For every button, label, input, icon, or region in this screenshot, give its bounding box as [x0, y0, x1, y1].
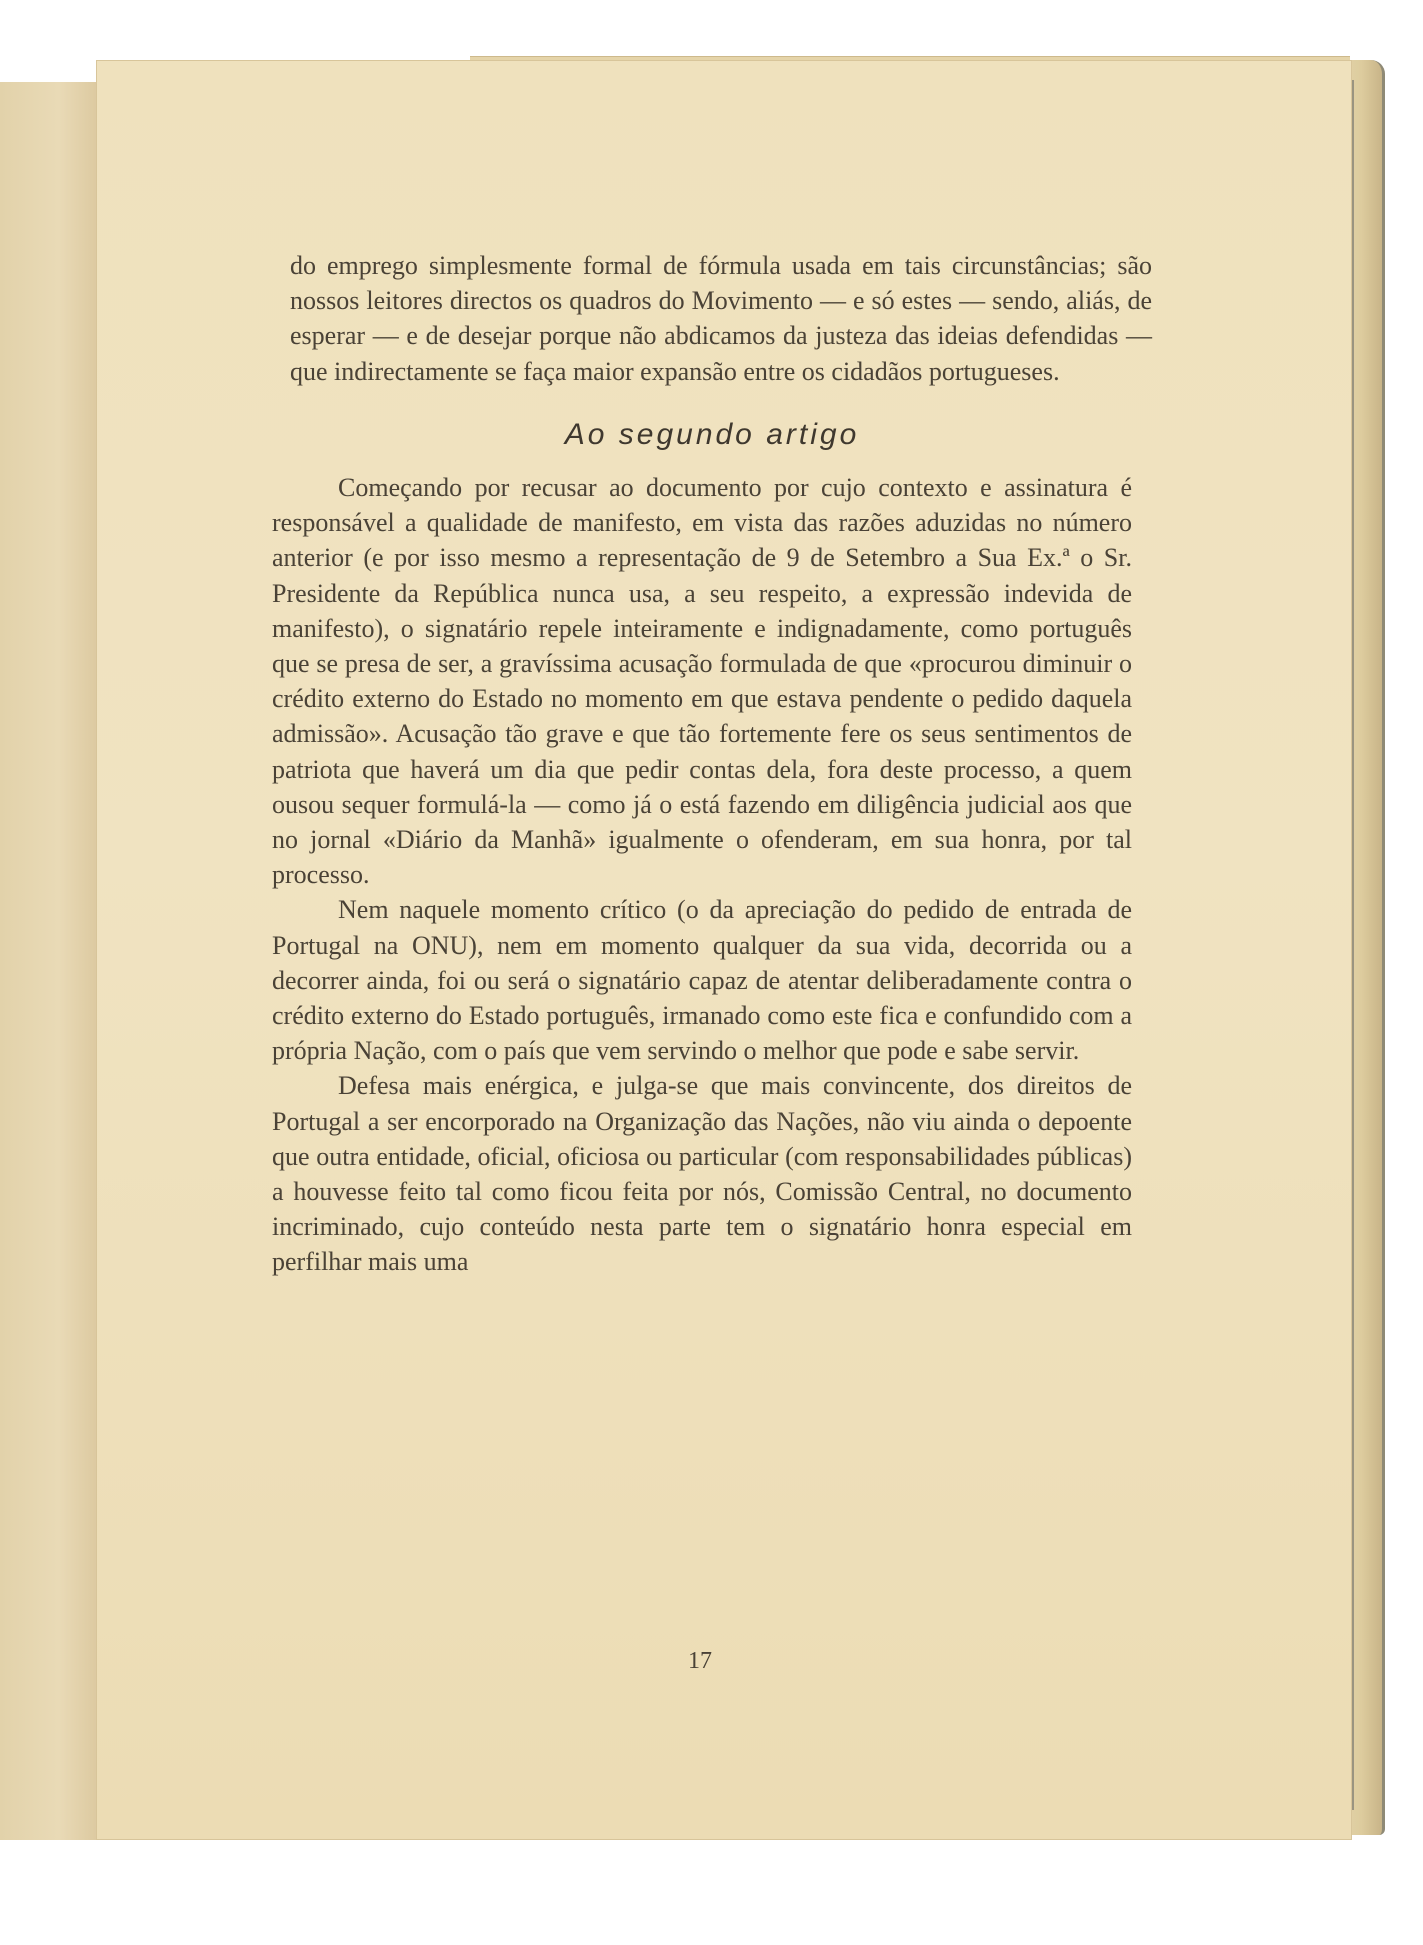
section-heading: Ao segundo artigo [564, 417, 860, 451]
intro-paragraph: do emprego simplesmente formal de fórmula usada em tais circunstâncias; são nossos leitores directos os quadros do Movimento — e só estes — sendo, aliás, de esperar — e de desejar porque não abdicamos da justeza das ideias defendidas — que indirectamente se faça maior expansão entre os cidadãos portugueses. [290, 251, 1152, 386]
page-stack-line [1352, 80, 1354, 1810]
page-number: 17 [688, 1648, 712, 1674]
page-text [272, 248, 1152, 1280]
paragraph: Defesa mais enérgica, e julga-se que mais convincente, dos direitos de Portugal a ser encorporado na Organização das Nações, não viu ainda o depoente que outra entidade, oficial, oficiosa ou particular (com responsabilidades públicas) a houvesse feito tal como ficou feita por nós, Comissão Central, no documento incriminado, cujo conteúdo nesta parte tem o signatário honra especial em perfilhar mais uma [272, 1071, 1132, 1277]
paragraph: Nem naquele momento crítico (o da apreciação do pedido de entrada de Portugal na ONU), nem em momento qualquer da sua vida, decorrida ou a decorrer ainda, foi ou será o signatário capaz de atentar deliberadamente contra o crédito externo do Estado português, irmanado como este fica e confundido com a própria Nação, com o país que vem servindo o melhor que pode e sabe servir. [272, 895, 1132, 1066]
previous-page-edge [0, 82, 100, 1840]
paragraph: Começando por recusar ao documento por cujo contexto e assinatura é responsável a qualidade de manifesto, em vista das razões aduzidas no número anterior (e por isso mesmo a representação de 9 de Setembro a Sua Ex.ª o Sr. Presidente da República nunca usa, a seu respeito, a expressão indevida de manifesto), o signatário repele inteiramente e indignadamente, como português que se presa de ser, a gravíssima acusação formulada de que «procurou diminuir o crédito externo do Estado no momento em que estava pendente o pedido daquela admissão». Acusação tão grave e que tão fortemente fere os seus sentimentos de patriota que haverá um dia que pedir contas dela, fora deste processo, a quem ousou sequer formulá-la — como já o está fazendo em diligência judicial aos que no jornal «Diário da Manhã» igualmente o ofenderam, em sua honra, por tal processo. [272, 473, 1132, 890]
